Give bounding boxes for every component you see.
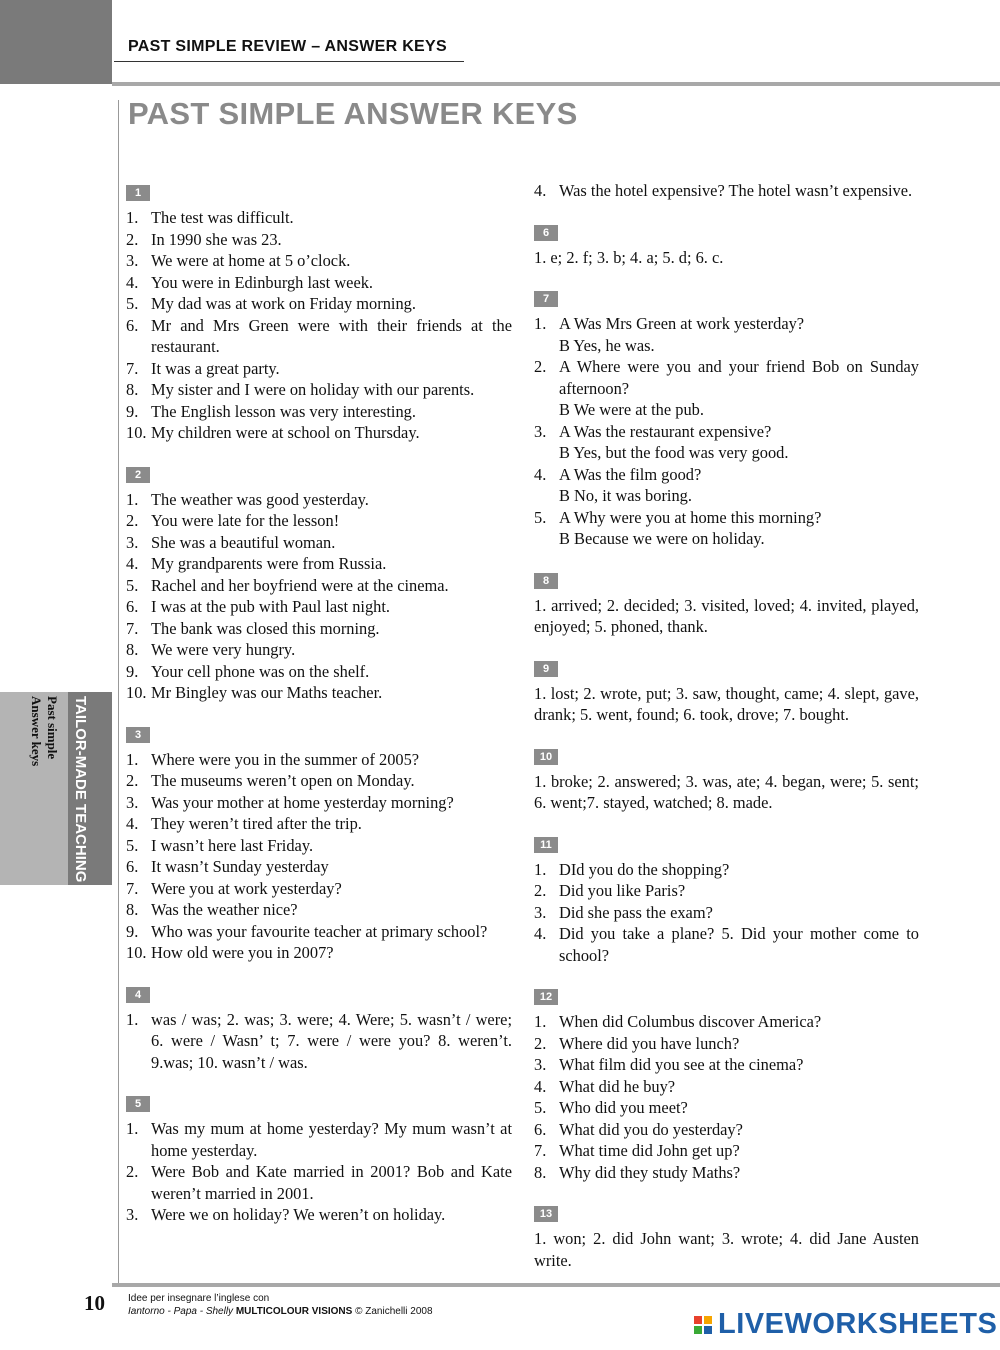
item-number: 3. — [534, 1055, 547, 1074]
list-item — [534, 859, 919, 881]
dialogue-item — [534, 464, 919, 507]
item-number: 3. — [126, 532, 139, 552]
dialogue-line-b: B Because we were on holiday. — [559, 529, 765, 548]
item-number: 7. — [534, 1141, 547, 1160]
item-text: What did you do yesterday? — [559, 1119, 743, 1139]
item-number: 2. — [126, 511, 139, 530]
dialogue-line-b: B Yes, but the food was very good. — [559, 443, 789, 462]
footer-copyright: © Zanichelli 2008 — [355, 1306, 433, 1317]
item-number: 9. — [126, 401, 139, 421]
section-badge: 5 — [126, 1096, 150, 1112]
item-number: 10. — [126, 423, 147, 442]
list-item — [126, 596, 512, 618]
item-number: 7. — [126, 358, 139, 378]
item-number: 7. — [126, 878, 139, 898]
dialogue-line-a: A Was the restaurant expensive? — [559, 421, 772, 441]
list-item — [126, 532, 512, 554]
dialogue-line-b: B We were at the pub. — [559, 400, 704, 419]
item-text: What did he buy? — [559, 1076, 676, 1096]
section-badge: 11 — [534, 837, 558, 853]
item-number: 1. — [126, 1009, 139, 1029]
list-item — [126, 401, 512, 423]
item-number: 3. — [126, 251, 139, 270]
list-item — [534, 902, 919, 924]
item-text: What time did John get up? — [559, 1141, 740, 1160]
dialogue-item — [534, 507, 919, 550]
dialogue-line-a: A Was the film good? — [559, 464, 702, 484]
item-text: The test was difficult. — [151, 208, 294, 227]
item-number: 6. — [126, 857, 139, 876]
section-badge: 4 — [126, 987, 150, 1003]
header-color-block — [0, 0, 112, 84]
section-6 — [534, 220, 919, 269]
dialogue-line-b: B Yes, he was. — [559, 335, 655, 355]
section-badge: 9 — [534, 661, 558, 677]
item-text: Did she pass the exam? — [559, 902, 713, 922]
item-number: 4. — [534, 464, 547, 484]
item-number: 1. — [126, 749, 139, 769]
section-8 — [534, 568, 919, 638]
item-text: How old were you in 2007? — [151, 943, 334, 962]
section-13 — [534, 1201, 919, 1271]
item-number: 5. — [126, 294, 139, 313]
answer-text: 1. arrived; 2. decided; 3. visited, loved; 4. invited, played, enjoyed; 5. phoned, thank. — [534, 595, 919, 636]
footer-line1: Idee per insegnare l’inglese con — [128, 1293, 270, 1304]
list-item — [126, 489, 512, 511]
section-badge: 7 — [534, 291, 558, 307]
item-text: Who was your favourite teacher at primary school? — [151, 921, 488, 941]
item-number: 5. — [534, 507, 547, 527]
item-number: 2. — [534, 881, 547, 900]
item-text: We were very hungry. — [151, 640, 296, 659]
brand-name: LIVEWORKSHEETS — [718, 1308, 998, 1340]
list-item — [534, 1011, 919, 1033]
list-item — [534, 1162, 919, 1184]
dialogue-item — [534, 356, 919, 421]
list-item — [126, 682, 512, 704]
list-item — [534, 180, 919, 202]
list-item — [126, 1161, 512, 1204]
answer-list — [126, 1118, 512, 1226]
dialogue-item — [534, 313, 919, 356]
list-item — [534, 880, 919, 902]
section-1 — [126, 180, 512, 444]
item-number: 4. — [534, 1076, 547, 1096]
footer-authors: Iantorno - Papa - Shelly — [128, 1306, 234, 1317]
item-number: 8. — [126, 640, 139, 659]
dialogue-line-a: A Was Mrs Green at work yesterday? — [559, 314, 805, 333]
list-item — [126, 229, 512, 251]
list-item — [126, 379, 512, 401]
item-number: 8. — [126, 900, 139, 919]
item-number: 1. — [534, 1012, 547, 1031]
item-text: was / was; 2. was; 3. were; 4. Were; 5. wasn’t / were; 6. were / Wasn’ t; 7. were / were you? 8. weren’t. 9.was; 10. wasn’t / was. — [151, 1009, 512, 1072]
section-5 — [126, 1091, 512, 1226]
item-text: Where did you have lunch? — [559, 1033, 740, 1053]
item-number: 2. — [534, 1033, 547, 1053]
section-9 — [534, 656, 919, 726]
dialogue-list — [534, 313, 919, 550]
item-text: My sister and I were on holiday with our parents. — [151, 380, 475, 399]
item-text: Did you take a plane? 5. Did your mother come to school? — [559, 924, 919, 965]
item-number: 2. — [126, 771, 139, 790]
answer-list — [126, 749, 512, 964]
answer-text: 1. e; 2. f; 3. b; 4. a; 5. d; 6. c. — [534, 247, 724, 267]
list-item — [126, 639, 512, 661]
item-number: 8. — [534, 1162, 547, 1182]
item-number: 6. — [126, 315, 139, 335]
list-item — [126, 272, 512, 294]
item-text: It wasn’t Sunday yesterday — [151, 857, 329, 876]
item-text: The bank was closed this morning. — [151, 618, 380, 638]
item-text: Why did they study Maths? — [559, 1162, 741, 1182]
footer-credits — [128, 1292, 433, 1318]
item-text: My children were at school on Thursday. — [151, 423, 420, 442]
side-tab-line1: Past simple — [45, 696, 60, 760]
list-item — [126, 293, 512, 315]
list-item — [534, 1140, 919, 1162]
section-2 — [126, 462, 512, 704]
list-item — [126, 207, 512, 229]
section-11 — [534, 832, 919, 967]
item-text: You were late for the lesson! — [151, 511, 340, 530]
item-number: 5. — [534, 1098, 547, 1117]
list-item — [126, 792, 512, 814]
section-badge: 13 — [534, 1206, 558, 1222]
item-number: 2. — [126, 229, 139, 249]
item-number: 4. — [126, 554, 139, 573]
answer-list — [126, 207, 512, 444]
item-number: 4. — [126, 272, 139, 292]
right-column — [534, 180, 919, 1289]
item-text: We were at home at 5 o’clock. — [151, 251, 351, 270]
item-number: 4. — [534, 924, 547, 943]
item-text: Where were you in the summer of 2005? — [151, 749, 420, 769]
left-column — [126, 180, 512, 1244]
item-number: 10. — [126, 683, 147, 702]
item-number: 1. — [126, 489, 139, 509]
section-12 — [534, 984, 919, 1183]
list-item — [126, 250, 512, 272]
item-number: 3. — [534, 902, 547, 922]
item-text: She was a beautiful woman. — [151, 532, 336, 552]
section-badge: 12 — [534, 989, 558, 1005]
list-item — [534, 1076, 919, 1098]
item-number: 1. — [534, 859, 547, 879]
section-badge: 3 — [126, 727, 150, 743]
list-item — [126, 1118, 512, 1161]
answer-list — [126, 489, 512, 704]
list-item — [126, 856, 512, 878]
item-text: Were we on holiday? We weren’t on holiday. — [151, 1205, 446, 1224]
page-title: PAST SIMPLE ANSWER KEYS — [128, 96, 578, 131]
item-number: 9. — [126, 661, 139, 681]
dialogue-item — [534, 421, 919, 464]
list-item — [126, 553, 512, 575]
list-item — [534, 1119, 919, 1141]
side-tab-subtitle — [28, 696, 60, 766]
list-item — [126, 358, 512, 380]
list-item — [126, 878, 512, 900]
footer-line2 — [128, 1305, 433, 1318]
dialogue-line-b: B No, it was boring. — [559, 486, 692, 505]
item-text: Rachel and her boyfriend were at the cinema. — [151, 575, 449, 595]
item-text: My grandparents were from Russia. — [151, 554, 387, 573]
item-text: Was your mother at home yesterday morning? — [151, 792, 454, 812]
list-item — [126, 618, 512, 640]
liveworksheets-logo-icon — [694, 1316, 712, 1334]
item-text: Was my mum at home yesterday? My mum wasn’t at home yesterday. — [151, 1119, 512, 1160]
section-4 — [126, 982, 512, 1074]
item-number: 3. — [534, 421, 547, 441]
item-text: Who did you meet? — [559, 1098, 688, 1117]
item-text: Your cell phone was on the shelf. — [151, 661, 370, 681]
list-item — [126, 1204, 512, 1226]
list-item — [126, 315, 512, 358]
item-text: What film did you see at the cinema? — [559, 1055, 804, 1074]
dialogue-line-a: A Where were you and your friend Bob on Sunday afternoon? — [559, 357, 919, 398]
item-number: 10. — [126, 943, 147, 962]
item-number: 4. — [126, 814, 139, 833]
section-7 — [534, 286, 919, 550]
liveworksheets-logo[interactable] — [694, 1308, 997, 1341]
section-3 — [126, 722, 512, 964]
item-text: My dad was at work on Friday morning. — [151, 294, 416, 313]
list-item — [126, 661, 512, 683]
item-number: 2. — [126, 1162, 139, 1181]
list-item — [126, 921, 512, 943]
list-item — [126, 813, 512, 835]
running-header: PAST SIMPLE REVIEW – ANSWER KEYS — [128, 38, 447, 55]
answer-text: 1. lost; 2. wrote, put; 3. saw, thought, came; 4. slept, gave, drank; 5. went, found; 6. took, drove; 7. bought. — [534, 683, 919, 724]
item-number: 1. — [126, 1119, 139, 1138]
list-item — [126, 1009, 512, 1074]
list-item — [534, 1033, 919, 1055]
item-number: 1. — [534, 314, 547, 333]
item-number: 8. — [126, 380, 139, 399]
item-number: 5. — [126, 835, 139, 855]
list-item — [126, 899, 512, 921]
answer-list — [534, 859, 919, 967]
answer-list — [126, 1009, 512, 1074]
list-item — [126, 575, 512, 597]
page-number: 10 — [84, 1291, 105, 1315]
item-text: In 1990 she was 23. — [151, 229, 282, 249]
list-item — [534, 1054, 919, 1076]
item-number: 9. — [126, 921, 139, 941]
list-item — [126, 749, 512, 771]
item-number: 2. — [534, 357, 547, 376]
list-item — [534, 1097, 919, 1119]
side-tab-line2: Answer keys — [29, 696, 44, 767]
item-number: 6. — [534, 1119, 547, 1139]
section-10 — [534, 744, 919, 814]
item-text: Were you at work yesterday? — [151, 878, 342, 898]
section-badge: 8 — [534, 573, 558, 589]
item-text: Were Bob and Kate married in 2001? Bob and Kate weren’t married in 2001. — [151, 1162, 512, 1203]
answer-text: 1. won; 2. did John want; 3. wrote; 4. did Jane Austen write. — [534, 1229, 919, 1270]
section-5-continued — [534, 180, 919, 202]
item-number: 3. — [126, 792, 139, 812]
item-number: 6. — [126, 597, 139, 616]
answer-list — [534, 1011, 919, 1183]
list-item — [534, 923, 919, 966]
section-badge: 6 — [534, 225, 558, 241]
item-text: Did you like Paris? — [559, 881, 686, 900]
item-number: 5. — [126, 575, 139, 595]
section-badge: 1 — [126, 185, 150, 201]
list-item — [126, 942, 512, 964]
item-text: Mr Bingley was our Maths teacher. — [151, 683, 383, 702]
item-text: Was the hotel expensive? The hotel wasn’t expensive. — [559, 181, 913, 200]
item-text: You were in Edinburgh last week. — [151, 272, 374, 292]
item-text: The English lesson was very interesting. — [151, 401, 416, 421]
item-number: 1. — [126, 208, 139, 227]
item-text: The weather was good yesterday. — [151, 489, 369, 509]
section-badge: 10 — [534, 749, 558, 765]
item-text: DId you do the shopping? — [559, 859, 730, 879]
item-text: It was a great party. — [151, 358, 280, 378]
margin-rule — [118, 100, 119, 1285]
item-text: The museums weren’t open on Monday. — [151, 771, 415, 790]
item-number: 7. — [126, 618, 139, 638]
side-tab-title: TAILOR-MADE TEACHING — [72, 696, 89, 883]
answer-text: 1. broke; 2. answered; 3. was, ate; 4. began, were; 5. sent; 6. went;7. stayed, watched; 8. made. — [534, 771, 919, 812]
header-rule — [112, 82, 1000, 86]
item-text: I wasn’t here last Friday. — [151, 835, 314, 855]
list-item — [126, 770, 512, 792]
section-badge: 2 — [126, 467, 150, 483]
item-text: I was at the pub with Paul last night. — [151, 597, 391, 616]
footer-book: MULTICOLOUR VISIONS — [235, 1306, 353, 1317]
item-text: Was the weather nice? — [151, 900, 298, 919]
item-number: 4. — [534, 181, 547, 200]
item-number: 3. — [126, 1205, 139, 1224]
list-item — [126, 835, 512, 857]
answer-list — [534, 180, 919, 202]
item-text: When did Columbus discover America? — [559, 1012, 822, 1031]
list-item — [126, 422, 512, 444]
footer-rule — [112, 1283, 1000, 1287]
dialogue-line-a: A Why were you at home this morning? — [559, 507, 822, 527]
header-underline — [114, 61, 464, 62]
list-item — [126, 510, 512, 532]
item-text: Mr and Mrs Green were with their friends at the restaurant. — [151, 315, 512, 356]
item-text: They weren’t tired after the trip. — [151, 814, 362, 833]
